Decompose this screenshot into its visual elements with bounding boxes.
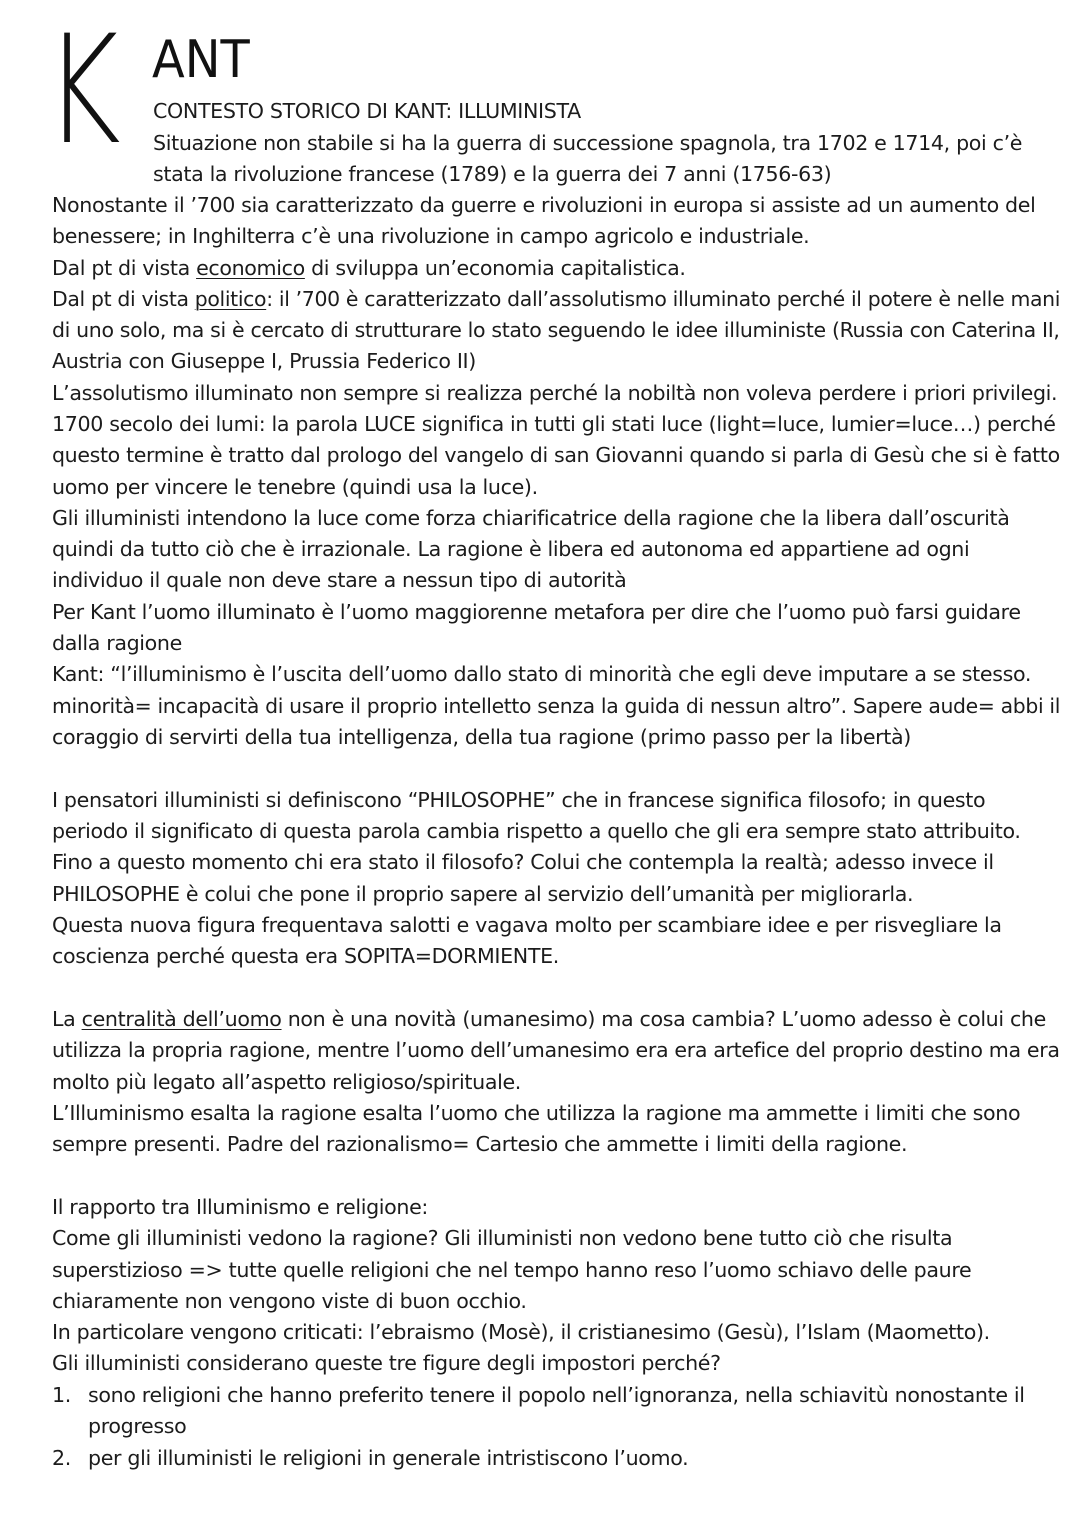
text-line: Fino a questo momento chi era stato il filosofo? Colui che contempla la realtà; adesso invece il [52, 850, 994, 874]
list-number: 2. [52, 1446, 71, 1470]
text-line: L’assolutismo illuminato non sempre si realizza perché la nobiltà non voleva perdere i priori privilegi. [52, 381, 1058, 405]
list-item-continuation: progresso [88, 1414, 187, 1438]
underlined-term-politico: politico [194, 287, 267, 311]
text-line: sempre presenti. Padre del razionalismo= Cartesio che ammette i limiti della ragione. [52, 1132, 908, 1156]
page-title: ANT [152, 30, 250, 90]
list-text: per gli illuministi le religioni in generale intristiscono l’uomo. [88, 1446, 689, 1470]
text-line: In particolare vengono criticati: l’ebraismo (Mosè), il cristianesimo (Gesù), l’Islam (Maometto). [52, 1320, 990, 1344]
text-line: L’Illuminismo esalta la ragione esalta l’uomo che utilizza la ragione ma ammette i limiti che sono [52, 1101, 1021, 1125]
list-number: 1. [52, 1383, 71, 1407]
text-line [52, 1004, 1046, 1035]
text-span: non è una novità (umanesimo) ma cosa cambia? L’uomo adesso è colui che [281, 1007, 1046, 1031]
text-line [52, 284, 1060, 315]
text-line: Austria con Giuseppe I, Prussia Federico II) [52, 349, 476, 373]
text-line: 1700 secolo dei lumi: la parola LUCE significa in tutti gli stati luce (light=luce, lumier=luce…) perché [52, 412, 1056, 436]
intro-line: stata la rivoluzione francese (1789) e la guerra dei 7 anni (1756-63) [153, 162, 832, 186]
section-heading: CONTESTO STORICO DI KANT: ILLUMINISTA [153, 99, 581, 123]
text-line: coraggio di servirti della tua intelligenza, della tua ragione (primo passo per la libertà) [52, 725, 911, 749]
text-line: benessere; in Inghilterra c’è una rivoluzione in campo agricolo e industriale. [52, 224, 810, 248]
text-line: quindi da tutto ciò che è irrazionale. La ragione è libera ed autonoma ed appartiene ad ogni [52, 537, 970, 561]
text-line: chiaramente non vengono viste di buon occhio. [52, 1289, 527, 1313]
text-line: superstizioso => tutte quelle religioni che nel tempo hanno reso l’uomo schiavo delle paure [52, 1258, 972, 1282]
text-span: Dal pt di vista [52, 256, 197, 280]
text-span: Dal pt di vista [52, 287, 195, 311]
text-span: di sviluppa un’economia capitalistica. [304, 256, 686, 280]
quote-line: minorità= incapacità di usare il proprio intelletto senza la guida di nessun altro”. Sapere aude= abbi il [52, 694, 1061, 718]
text-line: coscienza perché questa era SOPITA=DORMIENTE. [52, 944, 559, 968]
text-line [52, 253, 686, 284]
text-line: di uno solo, ma si è cercato di strutturare lo stato seguendo le idee illuministe (Russia con Caterina II, [52, 318, 1060, 342]
text-line: I pensatori illuministi si definiscono “PHILOSOPHE” che in francese significa filosofo; in questo [52, 788, 986, 812]
text-line: utilizza la propria ragione, mentre l’uomo dell’umanesimo era era artefice del proprio destino ma era [52, 1038, 1060, 1062]
quote-line: Kant: “l’illuminismo è l’uscita dell’uomo dallo stato di minorità che egli deve imputare a se stesso. [52, 662, 1032, 686]
text-line: PHILOSOPHE è colui che pone il proprio sapere al servizio dell’umanità per migliorarla. [52, 882, 914, 906]
underlined-term-economico: economico [196, 256, 305, 280]
text-line: individuo il quale non deve stare a nessun tipo di autorità [52, 568, 627, 592]
underlined-term-centralita: centralità dell’uomo [81, 1007, 282, 1031]
text-line: Gli illuministi considerano queste tre figure degli impostori perché? [52, 1351, 721, 1375]
text-span: : il ’700 è caratterizzato dall’assolutismo illuminato perché il potere è nelle mani [266, 287, 1061, 311]
list-text: sono religioni che hanno preferito tenere il popolo nell’ignoranza, nella schiavitù nonostante il [88, 1383, 1025, 1407]
text-line: Nonostante il ’700 sia caratterizzato da guerre e rivoluzioni in europa si assiste ad un aumento del [52, 193, 1036, 217]
text-line: periodo il significato di questa parola cambia rispetto a quello che gli era sempre stato attribuito. [52, 819, 1021, 843]
text-line: Gli illuministi intendono la luce come forza chiarificatrice della ragione che la libera dall’oscurità [52, 506, 1010, 530]
section-heading: Il rapporto tra Illuminismo e religione: [52, 1195, 429, 1219]
text-line: Per Kant l’uomo illuminato è l’uomo maggiorenne metafora per dire che l’uomo può farsi guidare [52, 600, 1021, 624]
list-item [52, 1380, 1025, 1411]
text-span: La [52, 1007, 82, 1031]
text-line: Come gli illuministi vedono la ragione? Gli illuministi non vedono bene tutto ciò che risulta [52, 1226, 953, 1250]
text-line: questo termine è tratto dal prologo del vangelo di san Giovanni quando si parla di Gesù che si è fatto [52, 443, 1060, 467]
text-line: Questa nuova figura frequentava salotti e vagava molto per scambiare idee e per risvegliare la [52, 913, 1002, 937]
text-line: molto più legato all’aspetto religioso/spirituale. [52, 1070, 521, 1094]
intro-line: Situazione non stabile si ha la guerra di successione spagnola, tra 1702 e 1714, poi c’è [153, 131, 1023, 155]
dropcap-letter: K [44, 4, 120, 178]
text-line: dalla ragione [52, 631, 182, 655]
list-item [52, 1443, 688, 1474]
text-line: uomo per vincere le tenebre (quindi usa la luce). [52, 475, 538, 499]
